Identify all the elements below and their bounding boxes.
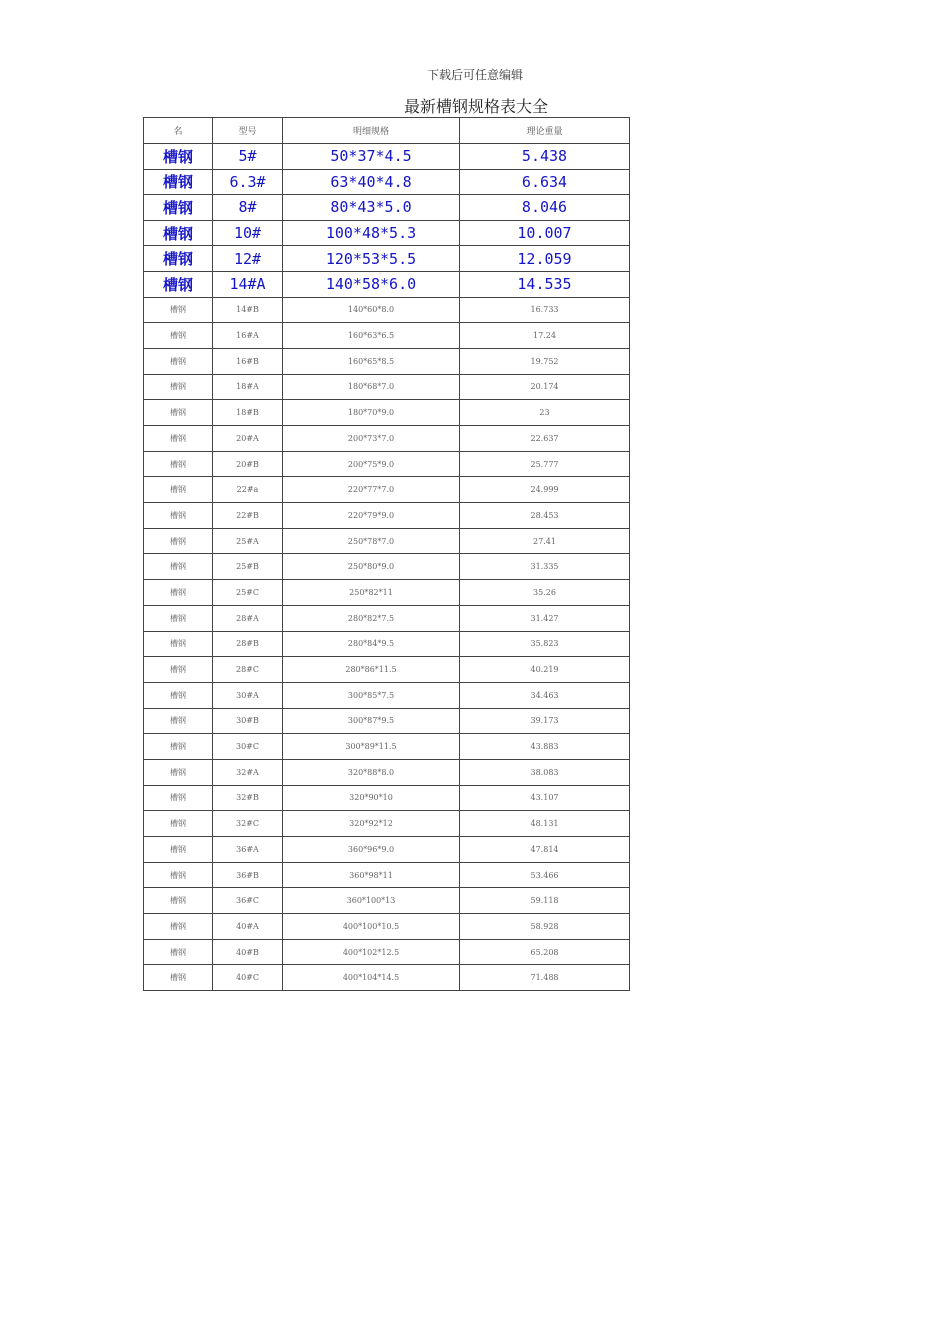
cell-weight: 59.118 (460, 888, 630, 914)
table-row (144, 734, 630, 760)
cell-weight: 58.928 (460, 914, 630, 940)
cell-model: 30#B (213, 708, 283, 734)
cell-name: 槽钢 (144, 682, 213, 708)
table-row (144, 477, 630, 503)
cell-name: 槽钢 (144, 631, 213, 657)
cell-name: 槽钢 (144, 374, 213, 400)
cell-model: 40#A (213, 914, 283, 940)
cell-weight: 12.059 (460, 246, 630, 272)
table-row (144, 323, 630, 349)
cell-spec: 200*73*7.0 (283, 426, 460, 452)
table-row (144, 144, 630, 170)
cell-weight: 19.752 (460, 348, 630, 374)
table-row (144, 888, 630, 914)
table-body (144, 144, 630, 991)
cell-weight: 27.41 (460, 528, 630, 554)
cell-model: 28#A (213, 605, 283, 631)
cell-weight: 8.046 (460, 195, 630, 221)
cell-name: 槽钢 (144, 708, 213, 734)
table-row (144, 939, 630, 965)
cell-name: 槽钢 (144, 503, 213, 529)
cell-model: 25#C (213, 580, 283, 606)
cell-model: 8# (213, 195, 283, 221)
cell-spec: 160*63*6.5 (283, 323, 460, 349)
cell-spec: 250*80*9.0 (283, 554, 460, 580)
table-row (144, 580, 630, 606)
cell-model: 40#C (213, 965, 283, 991)
table-row (144, 605, 630, 631)
cell-weight: 23 (460, 400, 630, 426)
cell-spec: 250*78*7.0 (283, 528, 460, 554)
cell-weight: 10.007 (460, 220, 630, 246)
table-row (144, 451, 630, 477)
table-row (144, 759, 630, 785)
table-row (144, 657, 630, 683)
cell-spec: 220*79*9.0 (283, 503, 460, 529)
table-row (144, 195, 630, 221)
cell-name: 槽钢 (144, 939, 213, 965)
table-row (144, 374, 630, 400)
cell-model: 12# (213, 246, 283, 272)
cell-spec: 63*40*4.8 (283, 169, 460, 195)
table-row (144, 220, 630, 246)
table-row (144, 246, 630, 272)
table-row (144, 426, 630, 452)
cell-model: 18#A (213, 374, 283, 400)
cell-weight: 5.438 (460, 144, 630, 170)
column-header-weight: 理论重量 (460, 118, 630, 144)
cell-weight: 28.453 (460, 503, 630, 529)
cell-model: 22#B (213, 503, 283, 529)
cell-name: 槽钢 (144, 323, 213, 349)
table-row (144, 631, 630, 657)
table-row (144, 914, 630, 940)
header-note: 下载后可任意编辑 (426, 68, 523, 82)
cell-spec: 220*77*7.0 (283, 477, 460, 503)
cell-weight: 20.174 (460, 374, 630, 400)
cell-model: 28#C (213, 657, 283, 683)
cell-name: 槽钢 (144, 837, 213, 863)
table-row (144, 271, 630, 297)
cell-weight: 35.823 (460, 631, 630, 657)
cell-weight: 16.733 (460, 297, 630, 323)
cell-weight: 17.24 (460, 323, 630, 349)
cell-name: 槽钢 (144, 451, 213, 477)
cell-weight: 14.535 (460, 271, 630, 297)
cell-spec: 200*75*9.0 (283, 451, 460, 477)
cell-model: 25#B (213, 554, 283, 580)
cell-name: 槽钢 (144, 965, 213, 991)
cell-model: 40#B (213, 939, 283, 965)
cell-model: 32#C (213, 811, 283, 837)
cell-spec: 140*58*6.0 (283, 271, 460, 297)
table-row (144, 682, 630, 708)
cell-weight: 35.26 (460, 580, 630, 606)
cell-name: 槽钢 (144, 144, 213, 170)
cell-model: 16#B (213, 348, 283, 374)
cell-weight: 25.777 (460, 451, 630, 477)
cell-weight: 40.219 (460, 657, 630, 683)
cell-name: 槽钢 (144, 580, 213, 606)
cell-name: 槽钢 (144, 348, 213, 374)
cell-weight: 6.634 (460, 169, 630, 195)
table-row (144, 297, 630, 323)
cell-weight: 43.107 (460, 785, 630, 811)
document-title: 最新槽钢规格表大全 (403, 97, 548, 116)
cell-model: 25#A (213, 528, 283, 554)
cell-weight: 48.131 (460, 811, 630, 837)
cell-spec: 300*87*9.5 (283, 708, 460, 734)
cell-name: 槽钢 (144, 297, 213, 323)
cell-model: 32#B (213, 785, 283, 811)
cell-spec: 400*104*14.5 (283, 965, 460, 991)
cell-spec: 100*48*5.3 (283, 220, 460, 246)
cell-weight: 22.637 (460, 426, 630, 452)
cell-spec: 360*98*11 (283, 862, 460, 888)
cell-spec: 280*86*11.5 (283, 657, 460, 683)
cell-name: 槽钢 (144, 246, 213, 272)
cell-name: 槽钢 (144, 888, 213, 914)
cell-spec: 320*88*8.0 (283, 759, 460, 785)
cell-spec: 180*68*7.0 (283, 374, 460, 400)
cell-weight: 43.883 (460, 734, 630, 760)
cell-spec: 320*92*12 (283, 811, 460, 837)
cell-weight: 34.463 (460, 682, 630, 708)
table-row (144, 400, 630, 426)
cell-model: 6.3# (213, 169, 283, 195)
table-row (144, 554, 630, 580)
cell-name: 槽钢 (144, 426, 213, 452)
cell-spec: 120*53*5.5 (283, 246, 460, 272)
cell-weight: 65.208 (460, 939, 630, 965)
cell-weight: 31.335 (460, 554, 630, 580)
cell-name: 槽钢 (144, 271, 213, 297)
cell-spec: 360*96*9.0 (283, 837, 460, 863)
cell-name: 槽钢 (144, 811, 213, 837)
cell-model: 32#A (213, 759, 283, 785)
cell-weight: 47.814 (460, 837, 630, 863)
cell-name: 槽钢 (144, 759, 213, 785)
cell-weight: 53.466 (460, 862, 630, 888)
cell-name: 槽钢 (144, 862, 213, 888)
table-header-row (144, 118, 630, 144)
table-row (144, 862, 630, 888)
cell-spec: 80*43*5.0 (283, 195, 460, 221)
cell-name: 槽钢 (144, 220, 213, 246)
cell-model: 5# (213, 144, 283, 170)
cell-spec: 400*102*12.5 (283, 939, 460, 965)
cell-model: 22#a (213, 477, 283, 503)
cell-weight: 71.488 (460, 965, 630, 991)
cell-spec: 300*85*7.5 (283, 682, 460, 708)
table-row (144, 965, 630, 991)
cell-spec: 320*90*10 (283, 785, 460, 811)
table-row (144, 708, 630, 734)
column-header-model: 型号 (213, 118, 283, 144)
cell-model: 36#A (213, 837, 283, 863)
table-row (144, 503, 630, 529)
cell-spec: 160*65*8.5 (283, 348, 460, 374)
cell-model: 30#C (213, 734, 283, 760)
cell-spec: 180*70*9.0 (283, 400, 460, 426)
cell-spec: 50*37*4.5 (283, 144, 460, 170)
cell-weight: 24.999 (460, 477, 630, 503)
cell-name: 槽钢 (144, 528, 213, 554)
cell-model: 30#A (213, 682, 283, 708)
cell-weight: 39.173 (460, 708, 630, 734)
cell-model: 28#B (213, 631, 283, 657)
table-row (144, 837, 630, 863)
cell-model: 36#C (213, 888, 283, 914)
cell-spec: 400*100*10.5 (283, 914, 460, 940)
cell-spec: 300*89*11.5 (283, 734, 460, 760)
cell-model: 20#A (213, 426, 283, 452)
cell-name: 槽钢 (144, 734, 213, 760)
column-header-name: 名 (144, 118, 213, 144)
cell-name: 槽钢 (144, 554, 213, 580)
table-row (144, 169, 630, 195)
cell-model: 20#B (213, 451, 283, 477)
cell-name: 槽钢 (144, 914, 213, 940)
column-header-spec: 明细规格 (283, 118, 460, 144)
cell-weight: 38.083 (460, 759, 630, 785)
cell-model: 36#B (213, 862, 283, 888)
cell-name: 槽钢 (144, 195, 213, 221)
cell-name: 槽钢 (144, 477, 213, 503)
cell-spec: 140*60*8.0 (283, 297, 460, 323)
cell-model: 14#A (213, 271, 283, 297)
table-row (144, 811, 630, 837)
cell-spec: 280*82*7.5 (283, 605, 460, 631)
cell-model: 18#B (213, 400, 283, 426)
cell-model: 10# (213, 220, 283, 246)
cell-model: 16#A (213, 323, 283, 349)
cell-name: 槽钢 (144, 605, 213, 631)
table-row (144, 785, 630, 811)
cell-name: 槽钢 (144, 785, 213, 811)
cell-spec: 360*100*13 (283, 888, 460, 914)
channel-steel-spec-table (143, 117, 630, 991)
cell-model: 14#B (213, 297, 283, 323)
cell-spec: 280*84*9.5 (283, 631, 460, 657)
table-row (144, 528, 630, 554)
cell-name: 槽钢 (144, 169, 213, 195)
cell-name: 槽钢 (144, 400, 213, 426)
table-row (144, 348, 630, 374)
cell-weight: 31.427 (460, 605, 630, 631)
cell-spec: 250*82*11 (283, 580, 460, 606)
cell-name: 槽钢 (144, 657, 213, 683)
